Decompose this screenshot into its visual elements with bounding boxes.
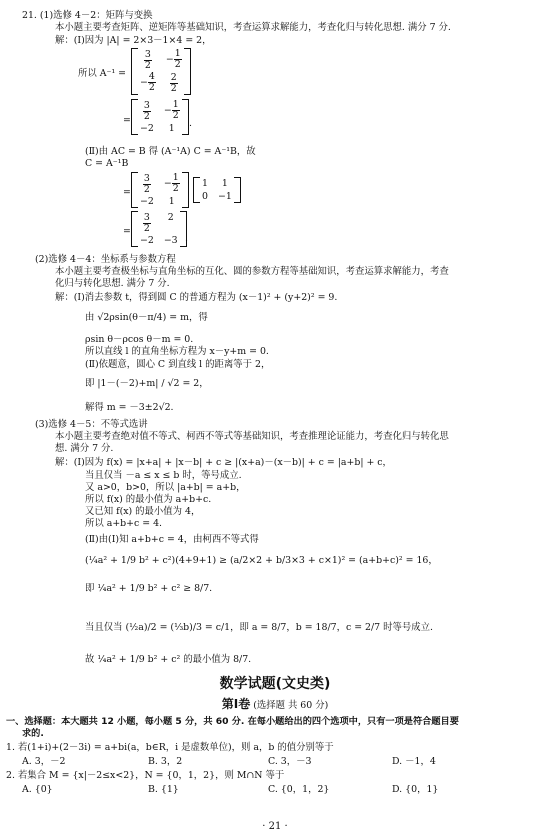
inverse-label: 所以 A⁻¹ = — [78, 68, 127, 79]
matrix-cell: 0 — [202, 190, 208, 202]
matrix-a-inverse — [131, 99, 189, 135]
p2-intro-2: 化归与转化思想. 满分 7 分. — [55, 278, 170, 289]
q21-header: 21. (1)选修 4－2：矩阵与变换 — [22, 10, 153, 21]
q21-step1: 解：(Ⅰ)因为 |A| = 2×3－1×4 = 2， — [55, 35, 212, 46]
p3-step2: 当且仅当 －a ≤ x ≤ b 时，等号成立. — [85, 470, 242, 481]
p3-step8: (¼a² + 1/9 b² + c²)(4+9+1) ≥ (a/2×2 + b/3×3 + c×1)² = (a+b+c)² = 16， — [85, 555, 438, 566]
p2-step6: 即 |1－(－2)+m| / √2 = 2， — [85, 378, 209, 389]
q1-option-a: A. 3，－2 — [22, 756, 66, 767]
matrix-cell: − $\frac{1}{2}$ — [163, 171, 179, 194]
matrix-cell: 1 — [221, 178, 228, 190]
q1-option-d: D. －1，4 — [392, 756, 436, 767]
matrix-cell: $\frac{3}{2}$ — [143, 99, 150, 122]
equals-sign: = — [123, 187, 131, 198]
subtitle-main: 第Ⅰ卷 — [221, 697, 251, 711]
c-label: C = A⁻¹B — [85, 158, 129, 169]
question-1: 1. 若(1+i)+(2－3i) = a+bi(a，b∈R，i 是虚数单位)，则 a，b 的值分别等于 — [6, 742, 334, 753]
p2-step5: (Ⅱ)依题意，圆心 C 到直线 l 的距离等于 2， — [85, 359, 271, 370]
matrix-cell: $\frac{3}{2}$ — [143, 172, 150, 195]
p3-step9: 即 ¼a² + 1/9 b² + c² ≥ 8/7. — [85, 583, 213, 594]
matrix-cell: − $\frac{4}{2}$ — [140, 71, 155, 93]
p3-step3: 又 a>0，b>0，所以 |a+b| = a+b， — [85, 482, 246, 493]
matrix-cell: − $\frac{1}{2}$ — [163, 98, 179, 121]
paper-subtitle — [0, 697, 550, 712]
question-2: 2. 若集合 M = {x|－2≤x<2}，N = {0，1，2}，则 M∩N 等于 — [6, 770, 285, 781]
matrix-cell: −3 — [163, 234, 178, 246]
p3-step10: 当且仅当 (½a)/2 = (⅓b)/3 = c/1，即 a = 8/7，b = 18/7，c = 2/7 时等号成立. — [85, 622, 433, 633]
matrix-cell: $\frac{3}{2}$ — [143, 211, 150, 234]
q1-option-b: B. 3，2 — [148, 756, 183, 767]
equals-sign: = — [123, 226, 131, 237]
q21-intro: 本小题主要考查矩阵、逆矩阵等基础知识，考查运算求解能力，考查化归与转化思想. 满分 7 分. — [55, 22, 451, 33]
matrix-cell: 1 — [202, 178, 208, 190]
q21-step2: (Ⅱ)由 AC = B 得 (A⁻¹A) C = A⁻¹B，故 — [85, 146, 256, 157]
p2-header: (2)选修 4－4：坐标系与参数方程 — [35, 254, 176, 265]
section-1-heading: 一、选择题：本大题共 12 小题，每小题 5 分，共 60 分. 在每小题给出的四个选项中，只有一项是符合题目要 — [6, 716, 459, 727]
q2-option-d: D. {0，1} — [392, 784, 439, 795]
p2-step3: ρsin θ－ρcos θ－m = 0. — [85, 334, 194, 345]
q1-option-c: C. 3，－3 — [268, 756, 312, 767]
q2-option-c: C. {0，1，2} — [268, 784, 330, 795]
matrix-cell: $\frac{2}{2}$ — [170, 72, 177, 94]
p3-step1: 解：(Ⅰ)因为 f(x) = |x+a| + |x－b| + c ≥ |(x+a)－(x－b)| + c = |a+b| + c， — [55, 457, 392, 468]
matrix-cell: −1 — [217, 190, 232, 202]
matrix-cell: −2 — [140, 234, 154, 246]
p2-step1: 解：(Ⅰ)消去参数 t，得到圆 C 的普通方程为 (x－1)² + (y+2)² = 9. — [55, 292, 338, 303]
matrix-cell: −2 — [140, 122, 154, 134]
page-number: · 21 · — [262, 821, 288, 832]
p3-intro-1: 本小题主要考查绝对值不等式、柯西不等式等基础知识，考查推理论证能力，考查化归与转化思 — [55, 431, 449, 442]
matrix-period: . — [189, 118, 192, 129]
p3-step6: 所以 a+b+c = 4. — [85, 518, 163, 529]
p3-step5: 又已知 f(x) 的最小值为 4， — [85, 506, 201, 517]
matrix-cell: 1 — [168, 195, 175, 207]
matrix-factor-2 — [193, 177, 241, 203]
subtitle-note: (选择题 共 60 分) — [253, 700, 329, 711]
p3-step7: (Ⅱ)由(Ⅰ)知 a+b+c = 4，由柯西不等式得 — [85, 534, 259, 545]
q2-option-b: B. {1} — [148, 784, 179, 795]
matrix-period: . — [185, 233, 188, 244]
p2-step4: 所以直线 l 的直角坐标方程为 x－y+m = 0. — [85, 346, 269, 357]
equals-sign: = — [123, 115, 131, 126]
q2-option-a: A. {0} — [22, 784, 53, 795]
section-1-heading-cont: 求的. — [22, 728, 44, 739]
matrix-cell: $\frac{3}{2}$ — [144, 49, 151, 72]
p3-step4: 所以 f(x) 的最小值为 a+b+c. — [85, 494, 212, 505]
paper-title: 数学试题(文史类) — [219, 676, 331, 692]
matrix-cell: 2 — [167, 211, 174, 223]
matrix-a-inverse-raw — [131, 48, 191, 95]
p2-intro-1: 本小题主要考查极坐标与直角坐标的互化、圆的参数方程等基础知识，考查运算求解能力，考查 — [55, 266, 449, 277]
p3-header: (3)选修 4－5：不等式选讲 — [35, 419, 148, 430]
p2-step7: 解得 m = －3±2√2. — [85, 402, 174, 413]
p3-step11: 故 ¼a² + 1/9 b² + c² 的最小值为 8/7. — [85, 654, 252, 665]
matrix-factor-1 — [131, 172, 189, 208]
matrix-cell: − $\frac{1}{2}$ — [165, 48, 181, 71]
p2-step2: 由 √2ρsin(θ－π/4) = m，得 — [85, 312, 208, 323]
matrix-c — [131, 211, 187, 247]
p3-intro-2: 想. 满分 7 分. — [55, 443, 114, 454]
matrix-cell: −2 — [140, 195, 154, 207]
matrix-cell: 1 — [168, 122, 175, 134]
